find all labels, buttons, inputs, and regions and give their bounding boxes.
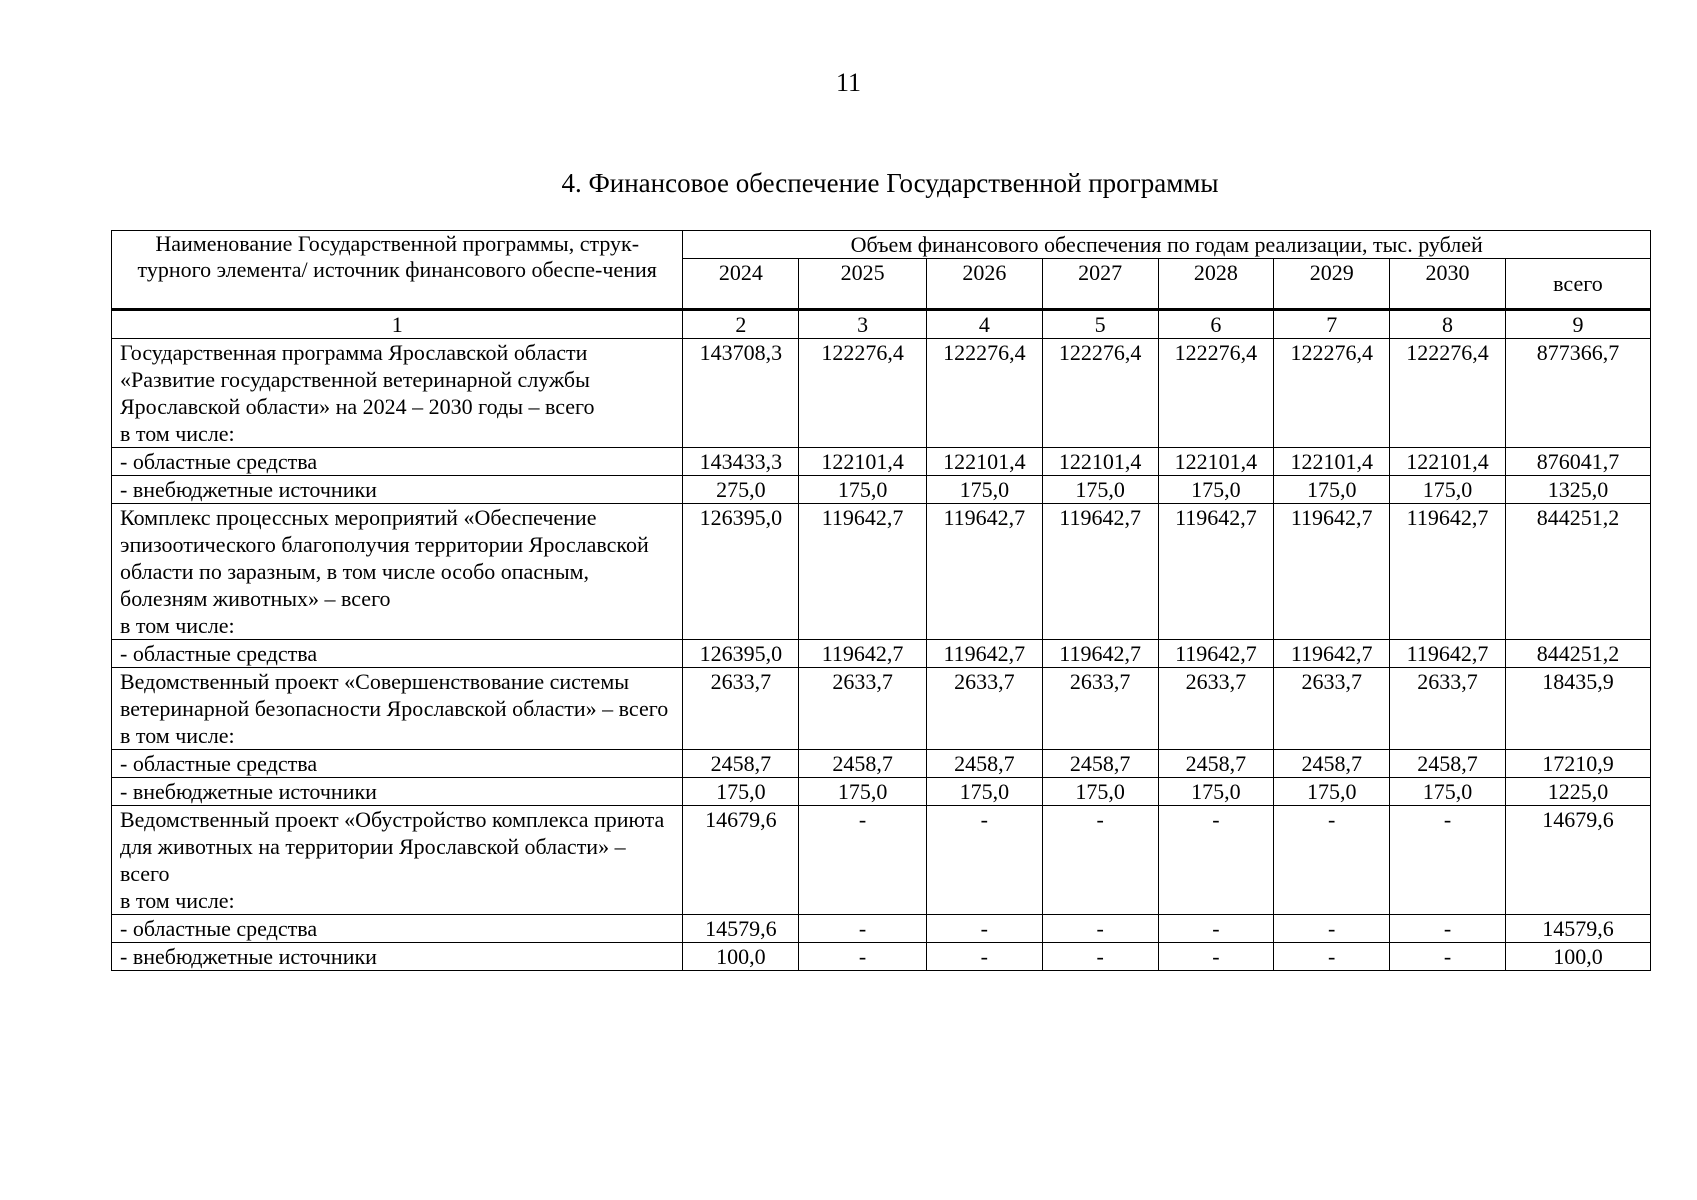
year-value-cell: 175,0 [926,778,1042,806]
year-value-cell: - [1390,943,1506,971]
year-value-cell: 119642,7 [1390,640,1506,668]
year-header: 2027 [1042,259,1158,310]
year-value-cell: 126395,0 [683,640,799,668]
year-value-cell: 100,0 [683,943,799,971]
year-value-cell: 119642,7 [1274,504,1390,640]
year-value-cell: 175,0 [1158,778,1274,806]
year-value-cell: - [1042,806,1158,915]
year-value-cell: 119642,7 [926,504,1042,640]
year-value-cell: - [1274,915,1390,943]
year-value-cell: 14679,6 [683,806,799,915]
year-value-cell: - [1158,943,1274,971]
year-value-cell: - [1274,943,1390,971]
year-value-cell: 175,0 [799,778,927,806]
table-row [112,943,1651,971]
year-value-cell: 2633,7 [1390,668,1506,750]
year-value-cell: 2458,7 [1390,750,1506,778]
year-value-cell: - [926,943,1042,971]
row-name-cell: Ведомственный проект «Совершенствование системы ветеринарной безопасности Ярославской области» – всего в том числе: [112,668,683,750]
year-value-cell: 175,0 [1042,476,1158,504]
year-value-cell: 122101,4 [1042,448,1158,476]
year-value-cell: 2633,7 [1274,668,1390,750]
year-value-cell: 2458,7 [1042,750,1158,778]
column-index: 8 [1390,310,1506,339]
year-value-cell: 122276,4 [799,339,927,448]
year-value-cell: 175,0 [1390,476,1506,504]
year-value-cell: - [1158,915,1274,943]
total-value-cell: 844251,2 [1505,640,1650,668]
year-value-cell: - [799,806,927,915]
year-value-cell: 122101,4 [799,448,927,476]
year-header: 2025 [799,259,927,310]
year-value-cell: 122276,4 [1390,339,1506,448]
year-value-cell: 122101,4 [926,448,1042,476]
year-value-cell: 2633,7 [683,668,799,750]
table-row [112,640,1651,668]
year-header: 2024 [683,259,799,310]
column-index: 3 [799,310,927,339]
year-value-cell: - [799,915,927,943]
year-value-cell: - [1390,806,1506,915]
year-value-cell: - [926,806,1042,915]
header-name-cell: Наименование Государственной программы, струк-турного элемента/ источник финансового обеспе-чения [112,231,683,310]
row-name-cell: Комплекс процессных мероприятий «Обеспечение эпизоотического благополучия территории Ярославской области по заразным, в том числе особо опасным, болезням животных» – всего в том числе: [112,504,683,640]
total-value-cell: 1325,0 [1505,476,1650,504]
column-index: 1 [112,310,683,339]
year-header: 2026 [926,259,1042,310]
year-value-cell: 2458,7 [799,750,927,778]
column-index-row [112,310,1651,339]
year-value-cell: 175,0 [926,476,1042,504]
year-value-cell: 119642,7 [1042,504,1158,640]
year-value-cell: 122276,4 [926,339,1042,448]
table-row [112,504,1651,640]
year-value-cell: 119642,7 [1158,504,1274,640]
year-value-cell: 119642,7 [799,504,927,640]
total-value-cell: 877366,7 [1505,339,1650,448]
total-value-cell: 18435,9 [1505,668,1650,750]
year-value-cell: 143433,3 [683,448,799,476]
column-index: 4 [926,310,1042,339]
table-row [112,339,1651,448]
year-value-cell: - [1042,915,1158,943]
column-index: 7 [1274,310,1390,339]
column-index: 2 [683,310,799,339]
year-value-cell: 122276,4 [1274,339,1390,448]
total-value-cell: 100,0 [1505,943,1650,971]
year-value-cell: 175,0 [683,778,799,806]
table-row [112,778,1651,806]
row-name-cell: Государственная программа Ярославской области «Развитие государственной ветеринарной службы Ярославской области» на 2024 – 2030 годы – всего в том числе: [112,339,683,448]
year-value-cell: 119642,7 [1158,640,1274,668]
year-value-cell: - [1042,943,1158,971]
total-value-cell: 1225,0 [1505,778,1650,806]
year-value-cell: 122101,4 [1390,448,1506,476]
year-value-cell: 14579,6 [683,915,799,943]
year-value-cell: 119642,7 [926,640,1042,668]
year-value-cell: - [799,943,927,971]
year-value-cell: 2633,7 [1042,668,1158,750]
year-value-cell: 2633,7 [799,668,927,750]
total-value-cell: 844251,2 [1505,504,1650,640]
document-title: 4. Финансовое обеспечение Государственной программы [561,168,1219,198]
year-value-cell: - [1390,915,1506,943]
total-value-cell: 14679,6 [1505,806,1650,915]
year-value-cell: 143708,3 [683,339,799,448]
total-value-cell: 876041,7 [1505,448,1650,476]
year-value-cell: - [1274,806,1390,915]
year-value-cell: - [1158,806,1274,915]
year-value-cell: 122276,4 [1158,339,1274,448]
year-value-cell: 175,0 [1158,476,1274,504]
table-row [112,915,1651,943]
year-value-cell: 119642,7 [1390,504,1506,640]
table-row [112,806,1651,915]
row-name-cell: - областные средства [112,640,683,668]
row-name-cell: - областные средства [112,448,683,476]
year-value-cell: 2633,7 [926,668,1042,750]
year-value-cell: 2458,7 [683,750,799,778]
column-index: 6 [1158,310,1274,339]
table-row [112,448,1651,476]
year-value-cell: 119642,7 [799,640,927,668]
year-value-cell: 122101,4 [1274,448,1390,476]
column-index: 5 [1042,310,1158,339]
table-row [112,476,1651,504]
total-header: всего [1505,259,1650,310]
table-row [112,668,1651,750]
financing-table-container [111,230,1651,971]
year-value-cell: 175,0 [1042,778,1158,806]
row-name-cell: Ведомственный проект «Обустройство комплекса приюта для животных на территории Ярославской области» – всего в том числе: [112,806,683,915]
table-row [112,750,1651,778]
year-value-cell: 275,0 [683,476,799,504]
row-name-cell: - внебюджетные источники [112,943,683,971]
row-name-cell: - областные средства [112,750,683,778]
row-name-cell: - внебюджетные источники [112,778,683,806]
total-value-cell: 14579,6 [1505,915,1650,943]
year-value-cell: 119642,7 [1274,640,1390,668]
total-value-cell: 17210,9 [1505,750,1650,778]
column-index: 9 [1505,310,1650,339]
year-value-cell: 175,0 [1274,778,1390,806]
year-value-cell: 122276,4 [1042,339,1158,448]
financing-table [111,230,1651,971]
year-value-cell: - [926,915,1042,943]
header-group-cell: Объем финансового обеспечения по годам реализации, тыс. рублей [683,231,1651,259]
header-row-1 [112,231,1651,259]
year-value-cell: 126395,0 [683,504,799,640]
year-value-cell: 2458,7 [926,750,1042,778]
year-header: 2029 [1274,259,1390,310]
year-value-cell: 175,0 [1274,476,1390,504]
year-value-cell: 119642,7 [1042,640,1158,668]
year-value-cell: 175,0 [1390,778,1506,806]
year-header: 2030 [1390,259,1506,310]
year-value-cell: 2633,7 [1158,668,1274,750]
page-number: 11 [835,68,862,97]
year-value-cell: 2458,7 [1274,750,1390,778]
row-name-cell: - областные средства [112,915,683,943]
year-value-cell: 2458,7 [1158,750,1274,778]
year-value-cell: 122101,4 [1158,448,1274,476]
year-header: 2028 [1158,259,1274,310]
year-value-cell: 175,0 [799,476,927,504]
row-name-cell: - внебюджетные источники [112,476,683,504]
